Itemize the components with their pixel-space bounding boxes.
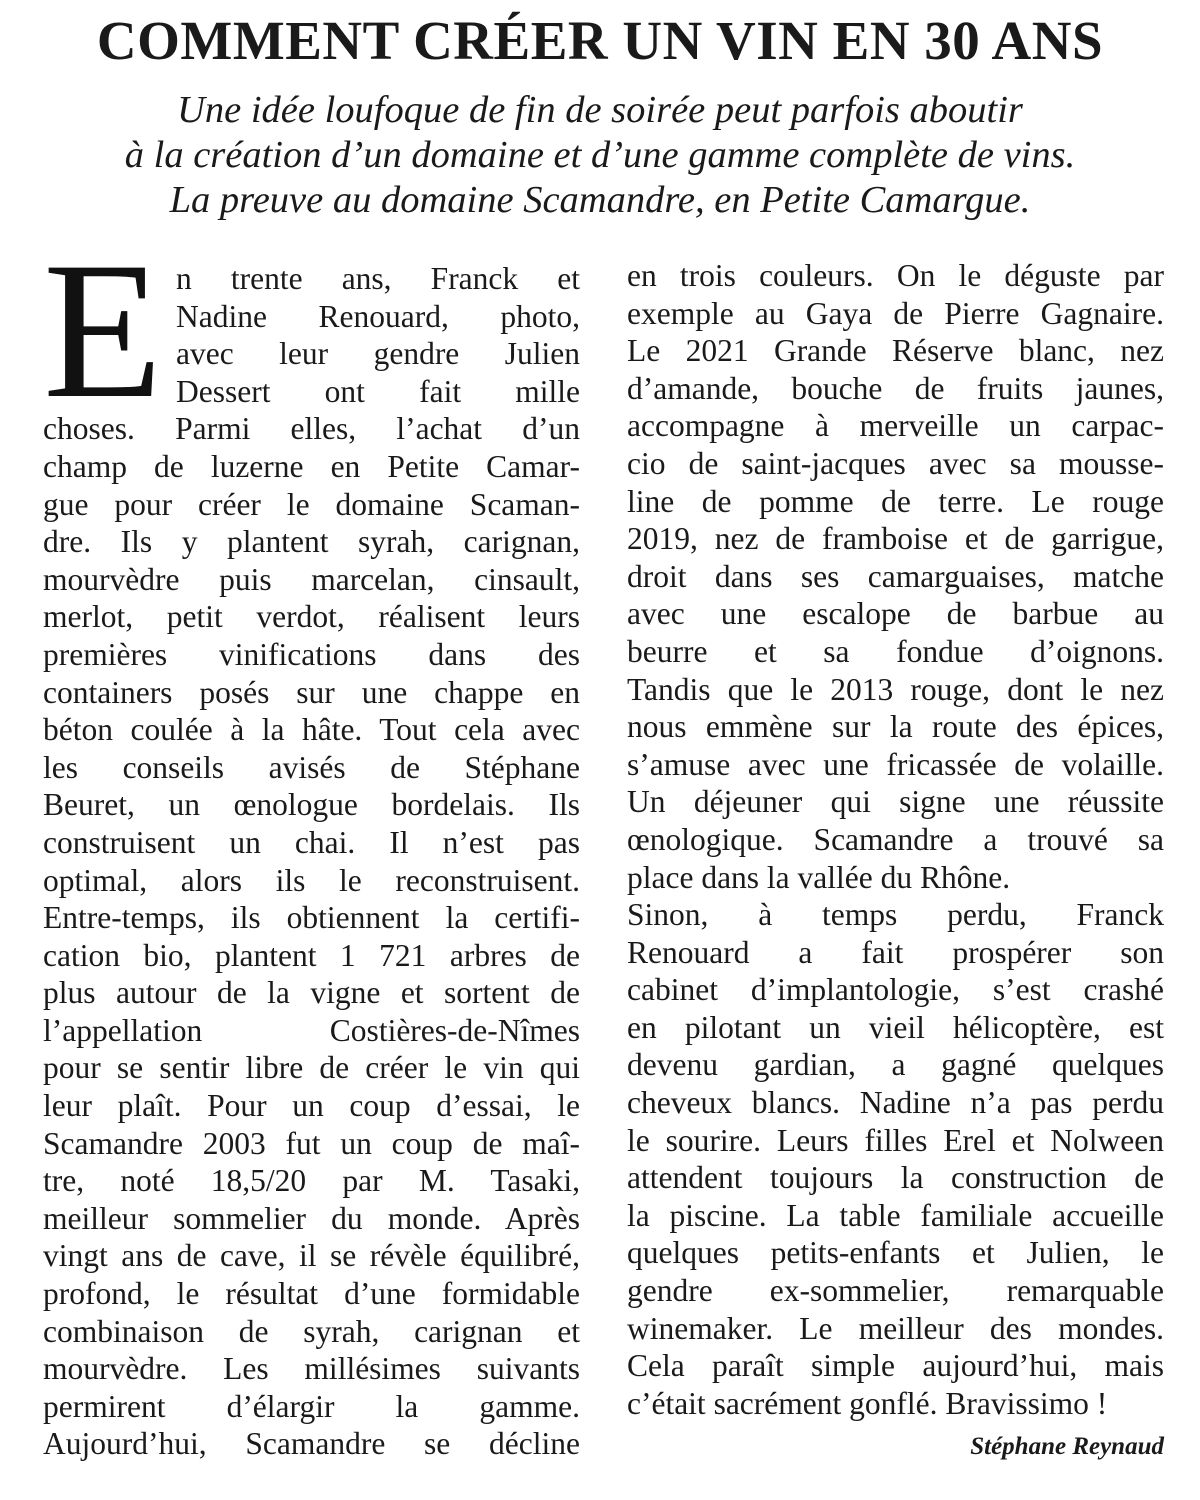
text-line: Scamandre 2003 fut un coup de maî- (43, 1125, 580, 1161)
text-line: optimal, alors ils le reconstruisent. (43, 862, 580, 898)
text-line: containers posés sur une chappe en (43, 674, 580, 710)
column-left (43, 260, 580, 1463)
text-line: cabinet d’implantologie, s’est crashé (627, 972, 1164, 1008)
text-line: line de pomme de terre. Le rouge (627, 483, 1164, 519)
text-line: d’amande, bouche de fruits jaunes, (627, 370, 1164, 406)
text-line: cio de saint-jacques avec sa mousse- (627, 445, 1164, 481)
text-line: mourvèdre puis marcelan, cinsault, (43, 561, 580, 597)
text-line: merlot, petit verdot, réalisent leurs (43, 599, 580, 635)
text-line: Entre-temps, ils obtiennent la certifi- (43, 900, 580, 936)
text-line: le sourire. Leurs filles Erel et Nolween (627, 1122, 1164, 1158)
text-line: accompagne à merveille un carpac- (627, 408, 1164, 444)
text-line: en trois couleurs. On le déguste par (627, 258, 1164, 293)
text-line: construisent un chai. Il n’est pas (43, 824, 580, 860)
text-line: gendre ex-sommelier, remarquable (627, 1273, 1164, 1309)
text-line: pour se sentir libre de créer le vin qui (43, 1050, 580, 1086)
text-line: Cela paraît simple aujourd’hui, mais (627, 1348, 1164, 1384)
text-line: n trente ans, Franck et (176, 261, 580, 296)
deck-line: Une idée loufoque de fin de soirée peut parfois aboutir (177, 89, 1023, 131)
text-line: Le 2021 Grande Réserve blanc, nez (627, 333, 1164, 369)
text-line: place dans la vallée du Rhône. (627, 859, 1011, 895)
text-line: Sinon, à temps perdu, Franck (627, 897, 1164, 933)
text-line: Nadine Renouard, photo, (176, 298, 580, 334)
text-line: permirent d’élargir la gamme. (43, 1388, 580, 1424)
text-line: plus autour de la vigne et sortent de (43, 975, 580, 1011)
text-line: les conseils avisés de Stéphane (43, 749, 580, 785)
headline: COMMENT CRÉER UN VIN EN 30 ANS (96, 10, 1104, 71)
text-line: tre, noté 18,5/20 par M. Tasaki, (43, 1163, 580, 1199)
text-line: Aujourd’hui, Scamandre se décline (43, 1426, 580, 1462)
text-line: cation bio, plantent 1 721 arbres de (43, 937, 580, 973)
deck-line: à la création d’un domaine et d’une gamme complète de vins. (124, 134, 1076, 176)
text-line: beurre et sa fondue d’oignons. (627, 633, 1164, 669)
text-line: Un déjeuner qui signe une réussite (627, 784, 1164, 820)
text-line: en pilotant un vieil hélicoptère, est (627, 1009, 1164, 1045)
text-line: exemple au Gaya de Pierre Gagnaire. (627, 295, 1164, 331)
author-signature: Stéphane Reynaud (970, 1433, 1164, 1460)
text-line: dre. Ils y plantent syrah, carignan, (43, 524, 580, 560)
text-line: Tandis que le 2013 rouge, dont le nez (627, 671, 1164, 707)
text-line: c’était sacrément gonflé. Bravissimo ! (627, 1385, 1108, 1421)
text-line: leur plaît. Pour un coup d’essai, le (43, 1088, 580, 1124)
text-line: meilleur sommelier du monde. Après (43, 1200, 580, 1236)
text-line: premières vinifications dans des (43, 636, 580, 672)
text-line: Dessert ont fait mille (176, 373, 580, 409)
text-line: avec une escalope de barbue au (627, 596, 1164, 632)
text-line: champ de luzerne en Petite Camar- (43, 448, 580, 484)
text-line: béton coulée à la hâte. Tout cela avec (43, 712, 580, 748)
text-line: cheveux blancs. Nadine n’a pas perdu (627, 1085, 1164, 1121)
text-line: droit dans ses camarguaises, matche (627, 558, 1164, 594)
text-line: nous emmène sur la route des épices, (627, 709, 1164, 745)
text-line: devenu gardian, a gagné quelques (627, 1047, 1164, 1083)
text-line: attendent toujours la construction de (627, 1160, 1164, 1196)
text-line: s’amuse avec une fricassée de volaille. (627, 746, 1164, 782)
text-line: Renouard a fait prospérer son (627, 934, 1164, 970)
text-line: l’appellation Costières-de-Nîmes (43, 1012, 580, 1048)
drop-cap: E (43, 222, 163, 439)
text-line: choses. Parmi elles, l’achat d’un (43, 411, 580, 447)
text-line: winemaker. Le meilleur des mondes. (627, 1310, 1164, 1346)
text-line: Beuret, un œnologue bordelais. Ils (43, 787, 580, 823)
text-line: œnologique. Scamandre a trouvé sa (627, 821, 1164, 857)
text-line: avec leur gendre Julien (176, 336, 580, 372)
text-line: combinaison de syrah, carignan et (43, 1313, 580, 1349)
deck (20, 88, 1180, 223)
text-line: gue pour créer le domaine Scaman- (43, 486, 580, 522)
text-line: quelques petits-enfants et Julien, le (627, 1235, 1164, 1271)
text-line: mourvèdre. Les millésimes suivants (43, 1351, 580, 1387)
column-right (627, 257, 1164, 1422)
text-line: vingt ans de cave, il se révèle équilibré, (43, 1238, 580, 1274)
text-line: la piscine. La table familiale accueille (627, 1197, 1164, 1233)
text-line: profond, le résultat d’une formidable (43, 1276, 580, 1312)
text-line: 2019, nez de framboise et de garrigue, (627, 521, 1164, 557)
deck-line: La preuve au domaine Scamandre, en Petite Camargue. (169, 179, 1031, 221)
